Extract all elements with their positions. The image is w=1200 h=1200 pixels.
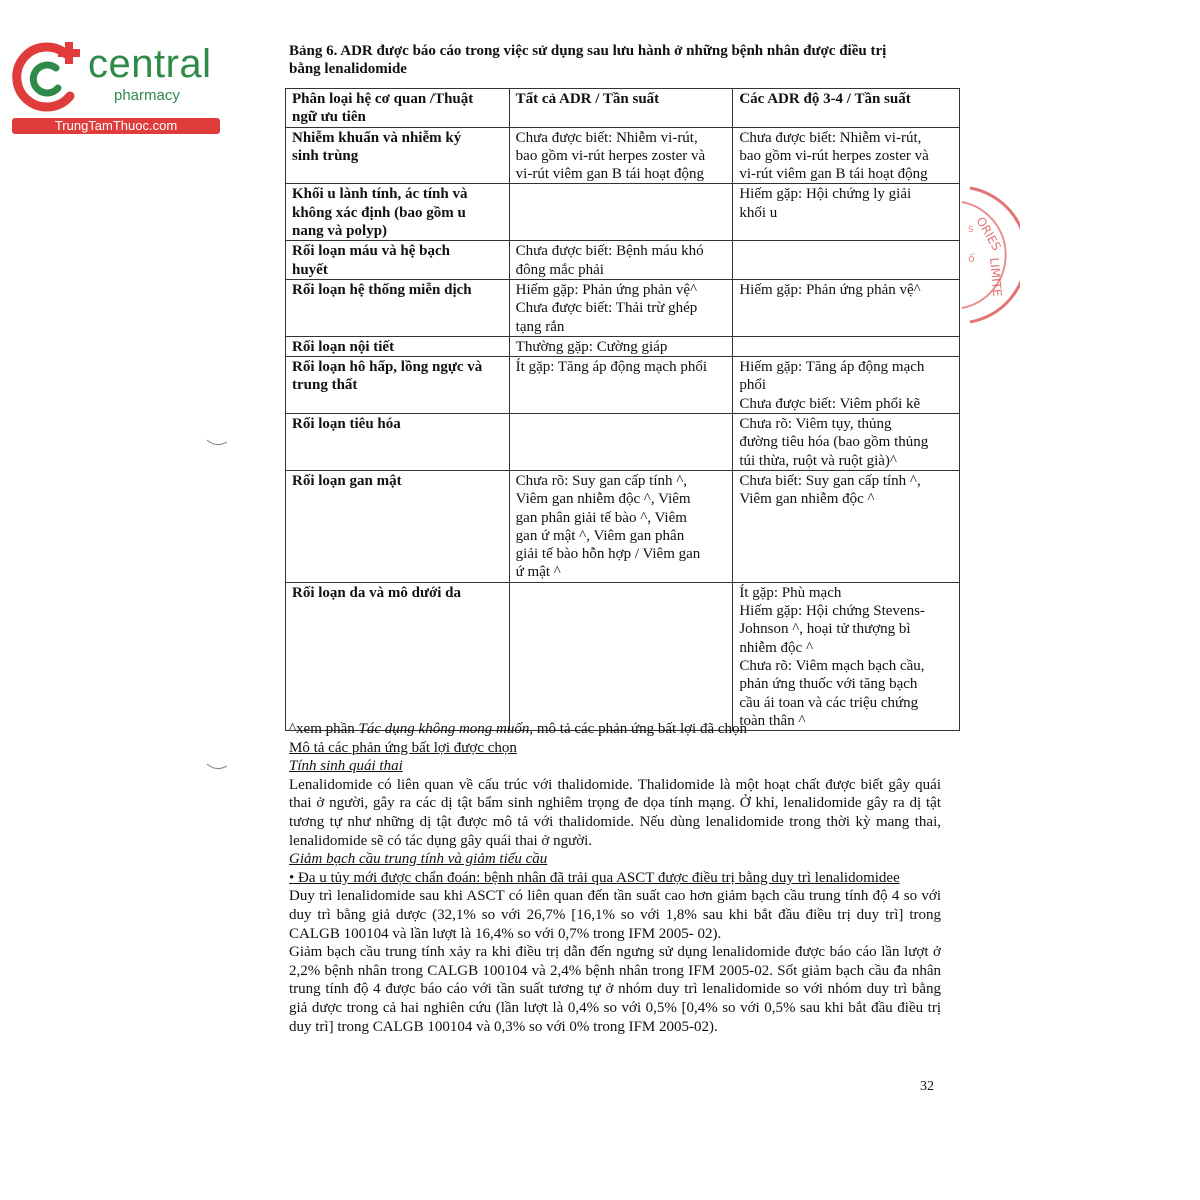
grade-3-4-cell: [733, 336, 960, 356]
cell-line: Chưa rõ: Viêm mạch bạch cầu,: [739, 657, 925, 674]
cell-line: trung thất: [292, 377, 358, 394]
grade-3-4-cell: [733, 582, 960, 730]
cell-line: Rối loạn tiêu hóa: [292, 416, 401, 433]
cell-line: Hiếm gặp: Phản ứng phản vệ^: [515, 281, 698, 298]
svg-text:ố: ố: [968, 252, 975, 265]
svg-text:s: s: [968, 222, 974, 235]
cell-line: gan phân giải tế bào ^, Viêm: [515, 509, 687, 526]
cell-line: Chưa được biết: Bệnh máu khó: [515, 243, 704, 260]
cell-line: ngữ ưu tiên: [292, 109, 366, 126]
cell-line: Ít gặp: Phù mạch: [739, 584, 842, 601]
subsection-title: Giảm bạch cầu trung tính và giảm tiểu cầu: [289, 851, 548, 868]
central-pharmacy-logo: [10, 40, 215, 136]
table-row: [286, 582, 960, 730]
paragraph: Giảm bạch cầu trung tính xảy ra khi điều trị dẫn đến ngưng sử dụng lenalidomide được báo cáo lần lượt ở 2,2% bệnh nhân trong CALGB 100104 và 2,4% bệnh nhân trong IFM 2005-02. Sốt giảm bạch cầu đa nhân trung tính độ 4 được báo cáo với tần suất tương tự ở nhóm duy trì lenalidomide so với nhóm duy trì bằng giả dược trong cả hai nghiên cứu (lần lượt là 0,4% so với 0,5% [0,4% so với 0,5% sau khi bắt đầu điều trị duy trì] trong CALGB 100104 và 0,3% so với 0% trong IFM 2005-02).: [289, 944, 941, 1035]
logo-brand-text: central: [88, 42, 212, 86]
all-adr-cell: [509, 414, 733, 471]
all-adr-cell: [509, 241, 733, 280]
cell-line: không xác định (bao gồm u: [292, 204, 466, 221]
all-adr-cell: [509, 184, 733, 241]
cell-line: huyết: [292, 261, 328, 278]
cell-line: nang và polyp): [292, 223, 388, 240]
table-row: [286, 414, 960, 471]
cell-line: Chưa được biết: Thải trừ ghép: [515, 300, 698, 317]
table-row: [286, 357, 960, 414]
cell-line: Viêm gan nhiễm độc ^: [739, 491, 875, 508]
table-row: [286, 279, 960, 336]
caption-line: bằng lenalidomide: [289, 61, 407, 77]
adr-table-body: [286, 127, 960, 731]
svg-text:ORIES: ORIES: [973, 214, 1004, 254]
organ-cell: [286, 357, 510, 414]
caption-line: Bảng 6. ADR được báo cáo trong việc sử dụng sau lưu hành ở những bệnh nhân được điều trị: [289, 43, 887, 59]
cell-line: đông mắc phải: [515, 261, 604, 278]
organ-cell: [286, 241, 510, 280]
page-number: 32: [920, 1079, 934, 1094]
cell-line: Johnson ^, hoại tử thượng bì: [739, 621, 911, 638]
cell-line: khối u: [739, 204, 778, 221]
cell-line: Chưa rõ: Viêm tụy, thủng: [739, 416, 892, 433]
organ-cell: [286, 336, 510, 356]
cell-line: Rối loạn gan mật: [292, 472, 402, 489]
organ-cell: [286, 127, 510, 184]
cell-line: Nhiễm khuẩn và nhiễm ký: [292, 129, 462, 146]
cell-line: cầu ái toan và các triệu chứng: [739, 694, 919, 711]
cell-line: đường tiêu hóa (bao gồm thủng: [739, 434, 929, 451]
cell-line: toàn thân ^: [739, 712, 806, 729]
cell-line: Rối loạn hô hấp, lồng ngực và: [292, 359, 483, 376]
subsection-title: Tính sinh quái thai: [289, 758, 403, 775]
footnote-suffix: , mô tả các phản ứng bất lợi đã chọn: [529, 721, 748, 737]
table-row: [286, 336, 960, 356]
grade-3-4-cell: [733, 414, 960, 471]
section-title: Mô tả các phản ứng bất lợi được chọn: [289, 739, 517, 756]
grade-3-4-cell: [733, 470, 960, 582]
cell-line: Hiếm gặp: Hội chứng ly giải: [739, 186, 912, 203]
cell-line: Chưa biết: Suy gan cấp tính ^,: [739, 472, 921, 489]
cell-line: Rối loạn máu và hệ bạch: [292, 243, 450, 260]
cell-line: Chưa rõ: Suy gan cấp tính ^,: [515, 472, 688, 489]
cell-line: tạng rắn: [515, 318, 565, 335]
all-adr-cell: [509, 470, 733, 582]
grade-3-4-cell: [733, 127, 960, 184]
cell-line: gan ứ mật ^, Viêm gan phân: [515, 527, 685, 544]
grade-3-4-cell: [733, 241, 960, 280]
body-text: [289, 720, 941, 1036]
cell-line: Tất cả ADR / Tần suất: [515, 91, 660, 107]
footnote-prefix: ^xem phần: [289, 721, 359, 737]
paragraph: Lenalidomide có liên quan về cấu trúc với thalidomide. Thalidomide là một hoạt chất được biết gây quái thai ở người, gây ra các dị tật bẩm sinh nghiêm trọng đe dọa tính mạng. Ở khỉ, lenalidomide gây ra dị tật tương tự như những dị tật được mô tả với thalidomide. Nếu dùng lenalidomide trong thời kỳ mang thai, lenalidomide sẽ có tác dụng gây quái thai ở người.: [289, 776, 941, 849]
cell-line: Hiếm gặp: Hội chứng Stevens-: [739, 603, 925, 620]
cell-line: giải tế bào hỗn hợp / Viêm gan: [515, 546, 701, 563]
cell-line: Rối loạn nội tiết: [292, 338, 395, 355]
cell-line: vi-rút viêm gan B tái hoạt động: [515, 166, 704, 183]
paragraph: Duy trì lenalidomide sau khi ASCT có liên quan đến tần suất cao hơn giảm bạch cầu trung tính độ 4 so với duy trì bằng giả dược (32,1% so với 26,7% [16,1% so với 1,8% sau khi bắt đầu điều trị duy trì] trong CALGB 100104 và lần lượt là 16,4% so với 0,7% trong IFM 2005- 02).: [289, 888, 941, 942]
margin-mark-icon: [206, 762, 228, 772]
table-row: [286, 241, 960, 280]
cell-line: Các ADR độ 3-4 / Tần suất: [739, 91, 911, 107]
cell-line: Chưa được biết: Nhiễm vi-rút,: [515, 129, 698, 146]
cell-line: Viêm gan nhiễm độc ^, Viêm: [515, 491, 691, 508]
header-organ-class: [286, 89, 510, 128]
cell-line: Ít gặp: Tăng áp động mạch phổi: [515, 359, 708, 376]
cell-line: vi-rút viêm gan B tái hoạt động: [739, 166, 928, 183]
margin-mark-icon: [206, 438, 228, 448]
organ-cell: [286, 279, 510, 336]
cell-line: sinh trùng: [292, 147, 359, 164]
logo-site-banner: TrungTamThuoc.com: [12, 118, 220, 134]
grade-3-4-cell: [733, 357, 960, 414]
organ-cell: [286, 184, 510, 241]
logo-mark-icon: [10, 40, 90, 118]
cell-line: phổi: [739, 377, 766, 394]
cell-line: Chưa được biết: Nhiễm vi-rút,: [739, 129, 922, 146]
grade-3-4-cell: [733, 279, 960, 336]
cell-line: Rối loạn hệ thống miễn dịch: [292, 281, 472, 298]
all-adr-cell: [509, 336, 733, 356]
cell-line: Khối u lành tính, ác tính và: [292, 186, 468, 203]
cell-line: Chưa được biết: Viêm phổi kẽ: [739, 395, 921, 412]
header-all-adr: [509, 89, 733, 128]
cell-line: ứ mật ^: [515, 564, 561, 581]
all-adr-cell: [509, 357, 733, 414]
organ-cell: [286, 470, 510, 582]
cell-line: bao gồm vi-rút herpes zoster và: [515, 147, 706, 164]
grade-3-4-cell: [733, 184, 960, 241]
cell-line: Thường gặp: Cường giáp: [515, 338, 668, 355]
header-grade-3-4: [733, 89, 960, 128]
all-adr-cell: [509, 582, 733, 730]
organ-cell: [286, 582, 510, 730]
adr-table: [285, 88, 960, 731]
cell-line: Phân loại hệ cơ quan /Thuật: [292, 91, 474, 107]
table-row: [286, 184, 960, 241]
cell-line: nhiễm độc ^: [739, 639, 814, 656]
cell-line: Hiếm gặp: Phản ứng phản vệ^: [739, 281, 921, 298]
cell-line: Rối loạn da và mô dưới da: [292, 584, 462, 601]
all-adr-cell: [509, 127, 733, 184]
svg-text:LIMITE: LIMITE: [987, 257, 1005, 298]
cell-line: túi thừa, ruột và ruột già)^: [739, 452, 897, 469]
table-row: [286, 127, 960, 184]
table-header-row: [286, 89, 960, 128]
cell-line: phản ứng thuốc với tăng bạch: [739, 676, 918, 693]
organ-cell: [286, 414, 510, 471]
cell-line: Hiếm gặp: Tăng áp động mạch: [739, 359, 925, 376]
table-caption: [289, 42, 949, 82]
table-row: [286, 470, 960, 582]
footnote-italic: Tác dụng không mong muốn: [358, 721, 530, 737]
all-adr-cell: [509, 279, 733, 336]
logo-sub-text: pharmacy: [114, 87, 180, 104]
cell-line: bao gồm vi-rút herpes zoster và: [739, 147, 929, 164]
bullet-heading: • Đa u tủy mới được chẩn đoán: bệnh nhân đã trải qua ASCT được điều trị bằng duy trì lenalidomidee: [289, 869, 900, 886]
footnote: [289, 720, 941, 739]
